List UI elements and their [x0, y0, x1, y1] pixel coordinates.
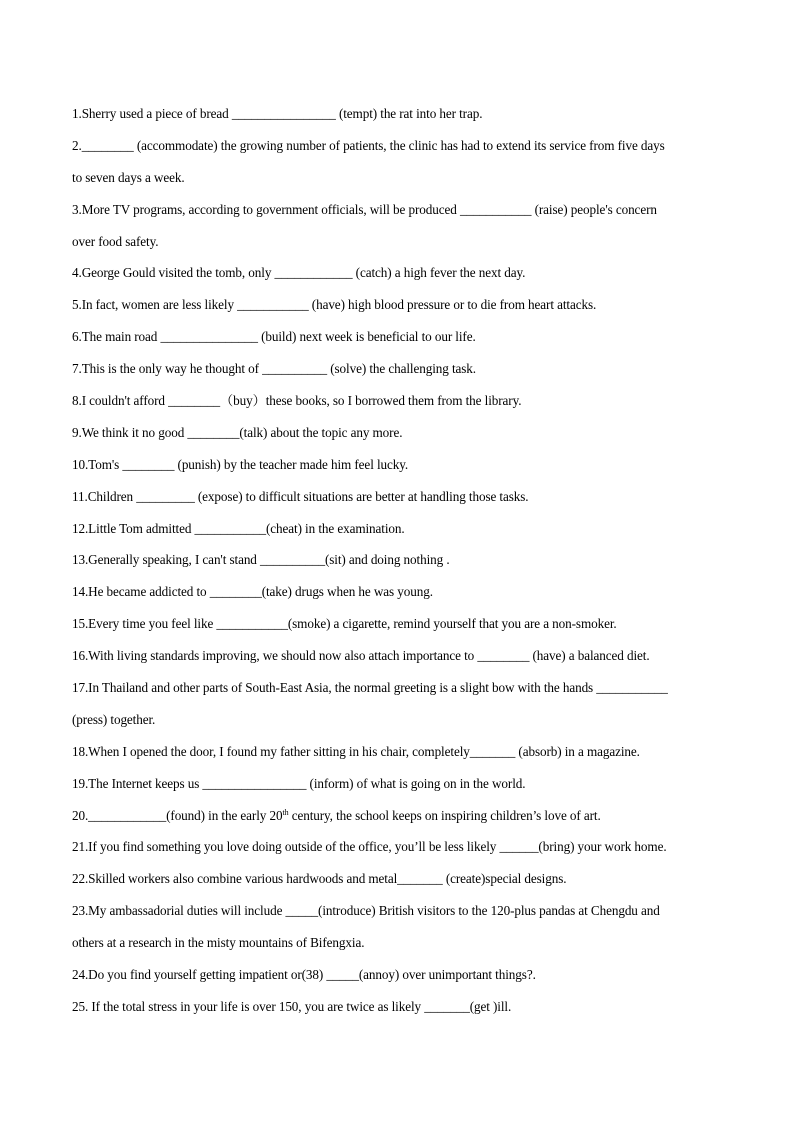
question-23-continued: others at a research in the misty mountains of Bifengxia.	[72, 935, 365, 951]
question-19: 19.The Internet keeps us ________________ (inform) of what is going on in the world.	[72, 775, 526, 791]
question-20	[72, 800, 724, 832]
question-20-before: 20.____________(found) in the early 20	[72, 807, 283, 823]
question-20-after: century, the school keeps on inspiring children’s love of art.	[288, 807, 601, 823]
question-8: 8.I couldn't afford ________（buy）these books, so I borrowed them from the library.	[72, 393, 522, 409]
question-6: 6.The main road _______________ (build) next week is beneficial to our life.	[72, 329, 476, 345]
question-3-continued: over food safety.	[72, 233, 159, 249]
question-23: 23.My ambassadorial duties will include _____(introduce) British visitors to the 120-plus pandas at Chengdu and	[72, 903, 660, 919]
question-24: 24.Do you find yourself getting impatient or(38) _____(annoy) over unimportant things?.	[72, 967, 536, 983]
question-2-continued: to seven days a week.	[72, 169, 185, 185]
question-4: 4.George Gould visited the tomb, only ____________ (catch) a high fever the next day.	[72, 265, 526, 281]
question-7: 7.This is the only way he thought of __________ (solve) the challenging task.	[72, 361, 476, 377]
question-18: 18.When I opened the door, I found my father sitting in his chair, completely_______ (absorb) in a magazine.	[72, 743, 640, 759]
question-2: 2.________ (accommodate) the growing number of patients, the clinic has had to extend its service from five days	[72, 137, 665, 153]
question-12: 12.Little Tom admitted ___________(cheat) in the examination.	[72, 520, 405, 536]
question-17: 17.In Thailand and other parts of South-East Asia, the normal greeting is a slight bow with the hands ___________	[72, 680, 668, 696]
question-3: 3.More TV programs, according to government officials, will be produced ___________ (raise) people's concern	[72, 201, 657, 217]
question-20-superscript: th	[282, 807, 289, 817]
question-13: 13.Generally speaking, I can't stand __________(sit) and doing nothing .	[72, 552, 450, 568]
question-15: 15.Every time you feel like ___________(smoke) a cigarette, remind yourself that you are a non-smoker.	[72, 616, 617, 632]
question-21: 21.If you find something you love doing outside of the office, you’ll be less likely ______(bring) your work home.	[72, 839, 667, 855]
question-1: 1.Sherry used a piece of bread ________________ (tempt) the rat into her trap.	[72, 106, 483, 121]
question-10: 10.Tom's ________ (punish) by the teacher made him feel lucky.	[72, 456, 409, 472]
question-22: 22.Skilled workers also combine various hardwoods and metal_______ (create)special designs.	[72, 871, 567, 887]
question-14: 14.He became addicted to ________(take) drugs when he was young.	[72, 584, 433, 600]
question-25: 25. If the total stress in your life is over 150, you are twice as likely _______(get )ill.	[72, 998, 512, 1014]
question-17-continued: (press) together.	[72, 711, 156, 727]
question-9: 9.We think it no good ________(talk) about the topic any more.	[72, 424, 403, 440]
exercise-page	[72, 98, 724, 1023]
question-16: 16.With living standards improving, we should now also attach importance to ________ (have) a balanced diet.	[72, 648, 650, 664]
question-5: 5.In fact, women are less likely ___________ (have) high blood pressure or to die from heart attacks.	[72, 297, 597, 313]
question-11: 11.Children _________ (expose) to difficult situations are better at handling those tasks.	[72, 488, 529, 504]
